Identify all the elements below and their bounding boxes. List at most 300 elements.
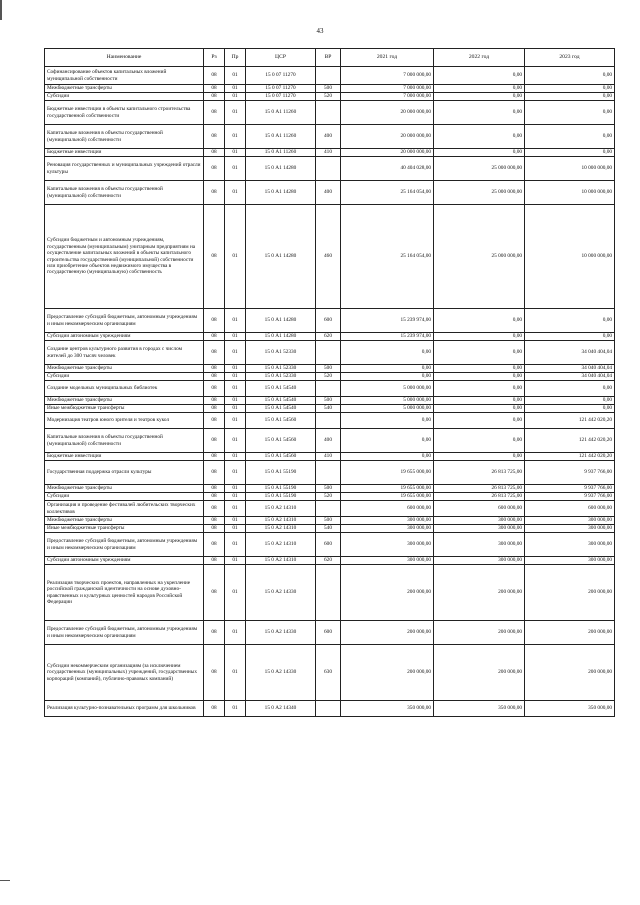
cell-csr: 15 0 А1 14280 xyxy=(246,309,316,333)
cell-2022: 300 000,00 xyxy=(434,517,525,525)
cell-2022: 300 000,00 xyxy=(434,525,525,533)
cell-vr xyxy=(316,101,341,125)
cell-vr xyxy=(316,413,341,429)
cell-name: Субсидии некоммерческим организациям (за исключением государственных (муниципальных) учреждений, государственных корпораций (компаний), публично-правовых компаний) xyxy=(45,645,204,701)
cell-2021: 200 000,00 xyxy=(341,645,434,701)
cell-pr: 01 xyxy=(225,533,246,557)
cell-name: Межбюджетные трансферты xyxy=(45,365,204,373)
cell-csr: 15 0 А2 14330 xyxy=(246,621,316,645)
cell-name: Реализация творческих проектов, направленных на укрепление российской гражданской идентичности на основе духовно-нравственных и культурных ценностей народов Российской Федерации xyxy=(45,565,204,621)
cell-2021: 20 000 000,00 xyxy=(341,149,434,157)
scan-edge-mark xyxy=(0,0,2,20)
cell-name: Капитальные вложения в объекты государственной (муниципальной) собственности xyxy=(45,181,204,205)
scan-edge-mark xyxy=(0,880,10,881)
cell-name: Бюджетные инвестиции xyxy=(45,149,204,157)
cell-csr: 15 0 А1 55190 xyxy=(246,485,316,493)
cell-2022: 600 000,00 xyxy=(434,501,525,517)
cell-csr: 15 0 А1 54540 xyxy=(246,381,316,397)
cell-name: Софинансирование объектов капитальных вложений муниципальной собственности xyxy=(45,67,204,85)
cell-rz: 08 xyxy=(204,517,225,525)
cell-rz: 08 xyxy=(204,501,225,517)
cell-pr: 01 xyxy=(225,181,246,205)
cell-2023: 0,00 xyxy=(525,85,615,93)
cell-vr: 500 xyxy=(316,397,341,405)
column-header-vr: ВР xyxy=(316,49,341,67)
cell-name: Межбюджетные трансферты xyxy=(45,517,204,525)
cell-2021: 0,00 xyxy=(341,341,434,365)
cell-2023: 10 000 000,00 xyxy=(525,205,615,309)
cell-2021: 15 239 974,00 xyxy=(341,333,434,341)
cell-2021: 19 655 000,00 xyxy=(341,485,434,493)
cell-2022: 0,00 xyxy=(434,149,525,157)
cell-name: Государственная поддержка отрасли культуры xyxy=(45,461,204,485)
cell-2021: 19 655 000,00 xyxy=(341,461,434,485)
cell-2022: 0,00 xyxy=(434,429,525,453)
table-row xyxy=(45,309,615,333)
cell-rz: 08 xyxy=(204,429,225,453)
cell-2021: 40 404 028,00 xyxy=(341,157,434,181)
cell-pr: 01 xyxy=(225,517,246,525)
cell-rz: 08 xyxy=(204,645,225,701)
cell-vr: 410 xyxy=(316,453,341,461)
table-row xyxy=(45,85,615,93)
cell-2023: 0,00 xyxy=(525,149,615,157)
cell-rz: 08 xyxy=(204,701,225,717)
cell-pr: 01 xyxy=(225,341,246,365)
cell-2023: 0,00 xyxy=(525,333,615,341)
cell-rz: 08 xyxy=(204,181,225,205)
cell-name: Бюджетные инвестиции xyxy=(45,453,204,461)
cell-pr: 01 xyxy=(225,381,246,397)
cell-vr: 400 xyxy=(316,181,341,205)
cell-rz: 08 xyxy=(204,341,225,365)
cell-2021: 200 000,00 xyxy=(341,565,434,621)
cell-vr: 500 xyxy=(316,517,341,525)
cell-csr: 15 0 А1 52330 xyxy=(246,373,316,381)
table-row xyxy=(45,373,615,381)
cell-rz: 08 xyxy=(204,565,225,621)
cell-2022: 25 000 000,00 xyxy=(434,157,525,181)
cell-pr: 01 xyxy=(225,565,246,621)
cell-pr: 01 xyxy=(225,93,246,101)
table-row xyxy=(45,397,615,405)
cell-2022: 200 000,00 xyxy=(434,645,525,701)
cell-pr: 01 xyxy=(225,501,246,517)
cell-rz: 08 xyxy=(204,205,225,309)
cell-csr: 15 0 07 11270 xyxy=(246,93,316,101)
cell-2022: 0,00 xyxy=(434,309,525,333)
cell-csr: 15 0 А1 54540 xyxy=(246,405,316,413)
cell-vr: 520 xyxy=(316,373,341,381)
cell-2021: 0,00 xyxy=(341,413,434,429)
table-row xyxy=(45,157,615,181)
column-header-csr: ЦСР xyxy=(246,49,316,67)
cell-vr xyxy=(316,341,341,365)
cell-2021: 7 000 000,00 xyxy=(341,93,434,101)
cell-vr xyxy=(316,461,341,485)
cell-2022: 0,00 xyxy=(434,333,525,341)
cell-vr: 540 xyxy=(316,405,341,413)
cell-csr: 15 0 А2 14310 xyxy=(246,501,316,517)
column-header-pr: Пр xyxy=(225,49,246,67)
cell-rz: 08 xyxy=(204,373,225,381)
cell-vr: 620 xyxy=(316,557,341,565)
cell-2022: 300 000,00 xyxy=(434,557,525,565)
cell-rz: 08 xyxy=(204,381,225,397)
cell-csr: 15 0 А1 14280 xyxy=(246,333,316,341)
cell-vr xyxy=(316,381,341,397)
cell-2022: 0,00 xyxy=(434,381,525,397)
cell-2022: 0,00 xyxy=(434,125,525,149)
table-row xyxy=(45,125,615,149)
cell-csr: 15 0 А2 14340 xyxy=(246,701,316,717)
cell-name: Иные межбюджетные трансферты xyxy=(45,405,204,413)
cell-2022: 0,00 xyxy=(434,93,525,101)
cell-2021: 7 000 000,00 xyxy=(341,85,434,93)
cell-2022: 0,00 xyxy=(434,405,525,413)
cell-2021: 200 000,00 xyxy=(341,621,434,645)
cell-rz: 08 xyxy=(204,67,225,85)
cell-csr: 15 0 А2 14310 xyxy=(246,533,316,557)
cell-rz: 08 xyxy=(204,157,225,181)
cell-2021: 20 000 000,00 xyxy=(341,101,434,125)
cell-name: Предоставление субсидий бюджетным, автономным учреждениям и иным некоммерческим организациям xyxy=(45,533,204,557)
cell-vr: 600 xyxy=(316,533,341,557)
table-row xyxy=(45,645,615,701)
cell-name: Создание модельных муниципальных библиотек xyxy=(45,381,204,397)
cell-rz: 08 xyxy=(204,557,225,565)
cell-2023: 121 442 020,20 xyxy=(525,413,615,429)
cell-pr: 01 xyxy=(225,309,246,333)
column-header-rz: Рз xyxy=(204,49,225,67)
cell-pr: 01 xyxy=(225,493,246,501)
cell-pr: 01 xyxy=(225,373,246,381)
cell-2022: 0,00 xyxy=(434,101,525,125)
cell-name: Бюджетные инвестиции в объекты капитального строительства государственной собственности xyxy=(45,101,204,125)
cell-2022: 25 000 000,00 xyxy=(434,205,525,309)
cell-pr: 01 xyxy=(225,701,246,717)
cell-csr: 15 0 А2 14310 xyxy=(246,517,316,525)
cell-pr: 01 xyxy=(225,557,246,565)
table-row xyxy=(45,93,615,101)
cell-rz: 08 xyxy=(204,533,225,557)
cell-2023: 600 000,00 xyxy=(525,501,615,517)
table-row xyxy=(45,557,615,565)
cell-name: Межбюджетные трансферты xyxy=(45,85,204,93)
cell-name: Реновация государственных и муниципальных учреждений отрасли культуры xyxy=(45,157,204,181)
table-row xyxy=(45,533,615,557)
cell-vr: 520 xyxy=(316,493,341,501)
cell-2022: 0,00 xyxy=(434,397,525,405)
cell-csr: 15 0 А1 54540 xyxy=(246,397,316,405)
cell-2022: 0,00 xyxy=(434,373,525,381)
cell-rz: 08 xyxy=(204,101,225,125)
table-row xyxy=(45,405,615,413)
table-row xyxy=(45,429,615,453)
cell-csr: 15 0 А1 52330 xyxy=(246,341,316,365)
cell-2023: 121 442 020,20 xyxy=(525,429,615,453)
cell-pr: 01 xyxy=(225,397,246,405)
table-row xyxy=(45,501,615,517)
cell-2023: 300 000,00 xyxy=(525,557,615,565)
cell-rz: 08 xyxy=(204,413,225,429)
cell-name: Модернизация театров юного зрителя и театров кукол xyxy=(45,413,204,429)
cell-csr: 15 0 А2 14330 xyxy=(246,565,316,621)
cell-vr: 500 xyxy=(316,365,341,373)
cell-vr xyxy=(316,157,341,181)
cell-rz: 08 xyxy=(204,93,225,101)
cell-2023: 200 000,00 xyxy=(525,645,615,701)
cell-vr xyxy=(316,501,341,517)
cell-vr: 620 xyxy=(316,333,341,341)
cell-csr: 15 0 А1 55190 xyxy=(246,461,316,485)
cell-rz: 08 xyxy=(204,397,225,405)
table-row xyxy=(45,493,615,501)
cell-csr: 15 0 А2 14310 xyxy=(246,557,316,565)
cell-name: Капитальные вложения в объекты государственной (муниципальной) собственности xyxy=(45,125,204,149)
cell-pr: 01 xyxy=(225,485,246,493)
cell-2022: 0,00 xyxy=(434,85,525,93)
cell-csr: 15 0 07 11270 xyxy=(246,85,316,93)
cell-vr: 500 xyxy=(316,485,341,493)
column-header-name: Наименование xyxy=(45,49,204,67)
cell-csr: 15 0 А1 54560 xyxy=(246,453,316,461)
column-header-2023: 2023 год xyxy=(525,49,615,67)
cell-rz: 08 xyxy=(204,85,225,93)
table-row xyxy=(45,517,615,525)
cell-csr: 15 0 А1 14280 xyxy=(246,205,316,309)
cell-name: Субсидии автономным учреждениям xyxy=(45,333,204,341)
table-row xyxy=(45,525,615,533)
cell-csr: 15 0 А2 14310 xyxy=(246,525,316,533)
cell-csr: 15 0 А1 54560 xyxy=(246,429,316,453)
table-row xyxy=(45,205,615,309)
table-row xyxy=(45,341,615,365)
cell-name: Субсидии бюджетным и автономным учреждениям, государственным (муниципальным) унитарным предприятиям на осуществление капитальных вложений в объекты капитального строительства государственной (муниципальной) собственности или приобретение объектов недвижимого имущества в государственную (муниципальную) собственность xyxy=(45,205,204,309)
table-row xyxy=(45,461,615,485)
cell-csr: 15 0 А1 52330 xyxy=(246,365,316,373)
cell-2021: 300 000,00 xyxy=(341,557,434,565)
cell-csr: 15 0 А1 54560 xyxy=(246,413,316,429)
cell-pr: 01 xyxy=(225,125,246,149)
cell-2023: 200 000,00 xyxy=(525,565,615,621)
cell-pr: 01 xyxy=(225,429,246,453)
cell-name: Субсидии автономным учреждениям xyxy=(45,557,204,565)
cell-rz: 08 xyxy=(204,309,225,333)
cell-2021: 25 164 054,00 xyxy=(341,181,434,205)
cell-2023: 0,00 xyxy=(525,397,615,405)
cell-rz: 08 xyxy=(204,461,225,485)
column-header-2022: 2022 год xyxy=(434,49,525,67)
cell-2021: 600 000,00 xyxy=(341,501,434,517)
cell-2021: 0,00 xyxy=(341,453,434,461)
cell-name: Реализация культурно-познавательных программ для школьников xyxy=(45,701,204,717)
cell-rz: 08 xyxy=(204,333,225,341)
cell-2023: 300 000,00 xyxy=(525,533,615,557)
cell-csr: 15 0 А1 11260 xyxy=(246,101,316,125)
table-row xyxy=(45,67,615,85)
cell-name: Предоставление субсидий бюджетным, автономным учреждениям и иным некоммерческим организациям xyxy=(45,621,204,645)
cell-2021: 19 655 000,00 xyxy=(341,493,434,501)
cell-2023: 300 000,00 xyxy=(525,525,615,533)
cell-vr: 500 xyxy=(316,85,341,93)
cell-pr: 01 xyxy=(225,101,246,125)
cell-pr: 01 xyxy=(225,333,246,341)
cell-pr: 01 xyxy=(225,525,246,533)
cell-2021: 0,00 xyxy=(341,373,434,381)
cell-2023: 34 040 404,04 xyxy=(525,341,615,365)
column-header-2021: 2021 год xyxy=(341,49,434,67)
cell-name: Организация и проведение фестивалей любительских творческих коллективов xyxy=(45,501,204,517)
cell-vr: 600 xyxy=(316,621,341,645)
cell-2022: 200 000,00 xyxy=(434,621,525,645)
table-row xyxy=(45,149,615,157)
table-row xyxy=(45,701,615,717)
cell-2022: 300 000,00 xyxy=(434,533,525,557)
cell-vr xyxy=(316,67,341,85)
cell-pr: 01 xyxy=(225,405,246,413)
cell-2021: 300 000,00 xyxy=(341,533,434,557)
cell-pr: 01 xyxy=(225,67,246,85)
cell-rz: 08 xyxy=(204,149,225,157)
cell-pr: 01 xyxy=(225,149,246,157)
cell-vr xyxy=(316,565,341,621)
cell-2021: 20 000 000,00 xyxy=(341,125,434,149)
cell-2022: 0,00 xyxy=(434,341,525,365)
cell-2021: 0,00 xyxy=(341,429,434,453)
cell-2023: 34 040 404,04 xyxy=(525,365,615,373)
table-row xyxy=(45,333,615,341)
cell-name: Капитальные вложения в объекты государственной (муниципальной) собственности xyxy=(45,429,204,453)
cell-2023: 9 937 766,00 xyxy=(525,485,615,493)
cell-csr: 15 0 А1 11260 xyxy=(246,149,316,157)
cell-name: Предоставление субсидий бюджетным, автономным учреждениям и иным некоммерческим организациям xyxy=(45,309,204,333)
cell-2022: 200 000,00 xyxy=(434,565,525,621)
cell-pr: 01 xyxy=(225,621,246,645)
cell-2023: 0,00 xyxy=(525,101,615,125)
cell-name: Субсидии xyxy=(45,493,204,501)
cell-2022: 26 813 725,00 xyxy=(434,493,525,501)
table-row xyxy=(45,413,615,429)
cell-pr: 01 xyxy=(225,85,246,93)
cell-2023: 121 442 020,20 xyxy=(525,453,615,461)
cell-rz: 08 xyxy=(204,365,225,373)
cell-name: Межбюджетные трансферты xyxy=(45,485,204,493)
cell-2023: 350 000,00 xyxy=(525,701,615,717)
cell-csr: 15 0 А1 11260 xyxy=(246,125,316,149)
table-row xyxy=(45,621,615,645)
cell-2021: 5 000 000,00 xyxy=(341,397,434,405)
cell-2022: 26 813 725,00 xyxy=(434,461,525,485)
cell-2022: 0,00 xyxy=(434,453,525,461)
cell-2021: 5 000 000,00 xyxy=(341,405,434,413)
cell-rz: 08 xyxy=(204,493,225,501)
table-row xyxy=(45,453,615,461)
table-row xyxy=(45,485,615,493)
cell-pr: 01 xyxy=(225,157,246,181)
cell-2023: 0,00 xyxy=(525,309,615,333)
cell-2021: 5 000 000,00 xyxy=(341,381,434,397)
cell-vr: 600 xyxy=(316,309,341,333)
cell-pr: 01 xyxy=(225,461,246,485)
table-row xyxy=(45,101,615,125)
cell-rz: 08 xyxy=(204,125,225,149)
cell-2023: 0,00 xyxy=(525,67,615,85)
cell-pr: 01 xyxy=(225,205,246,309)
cell-2022: 25 000 000,00 xyxy=(434,181,525,205)
cell-2021: 0,00 xyxy=(341,365,434,373)
cell-vr: 400 xyxy=(316,429,341,453)
cell-csr: 15 0 07 11270 xyxy=(246,67,316,85)
cell-2023: 10 000 000,00 xyxy=(525,181,615,205)
cell-vr: 410 xyxy=(316,149,341,157)
cell-name: Субсидии xyxy=(45,93,204,101)
table-row xyxy=(45,181,615,205)
cell-name: Создание центров культурного развития в городах с числом жителей до 300 тысяч человек xyxy=(45,341,204,365)
cell-2022: 0,00 xyxy=(434,413,525,429)
cell-rz: 08 xyxy=(204,405,225,413)
cell-2022: 0,00 xyxy=(434,67,525,85)
cell-2023: 9 937 766,00 xyxy=(525,461,615,485)
cell-rz: 08 xyxy=(204,525,225,533)
cell-csr: 15 0 А1 14280 xyxy=(246,157,316,181)
cell-vr: 630 xyxy=(316,645,341,701)
cell-vr: 460 xyxy=(316,205,341,309)
cell-2023: 300 000,00 xyxy=(525,517,615,525)
cell-pr: 01 xyxy=(225,453,246,461)
cell-vr: 540 xyxy=(316,525,341,533)
cell-2023: 0,00 xyxy=(525,93,615,101)
cell-2023: 0,00 xyxy=(525,405,615,413)
cell-2023: 10 000 000,00 xyxy=(525,157,615,181)
cell-csr: 15 0 А1 14280 xyxy=(246,181,316,205)
cell-csr: 15 0 А1 55190 xyxy=(246,493,316,501)
page-number: 43 xyxy=(316,27,324,35)
cell-2021: 300 000,00 xyxy=(341,517,434,525)
cell-2021: 7 000 000,00 xyxy=(341,67,434,85)
table-row xyxy=(45,565,615,621)
cell-vr xyxy=(316,701,341,717)
cell-2023: 34 040 404,04 xyxy=(525,373,615,381)
cell-vr: 400 xyxy=(316,125,341,149)
cell-2023: 9 937 766,00 xyxy=(525,493,615,501)
cell-csr: 15 0 А2 14330 xyxy=(246,645,316,701)
cell-name: Субсидии xyxy=(45,373,204,381)
cell-pr: 01 xyxy=(225,645,246,701)
cell-2023: 200 000,00 xyxy=(525,621,615,645)
cell-2021: 25 164 054,00 xyxy=(341,205,434,309)
cell-2023: 0,00 xyxy=(525,125,615,149)
cell-name: Межбюджетные трансферты xyxy=(45,397,204,405)
cell-2021: 350 000,00 xyxy=(341,701,434,717)
cell-2022: 0,00 xyxy=(434,365,525,373)
cell-pr: 01 xyxy=(225,365,246,373)
table-header-row xyxy=(45,49,615,67)
cell-rz: 08 xyxy=(204,453,225,461)
cell-2022: 350 000,00 xyxy=(434,701,525,717)
budget-table xyxy=(44,48,615,717)
cell-vr: 520 xyxy=(316,93,341,101)
cell-2022: 26 813 725,00 xyxy=(434,485,525,493)
cell-pr: 01 xyxy=(225,413,246,429)
cell-rz: 08 xyxy=(204,485,225,493)
cell-name: Иные межбюджетные трансферты xyxy=(45,525,204,533)
table-row xyxy=(45,381,615,397)
cell-2023: 0,00 xyxy=(525,381,615,397)
cell-2021: 300 000,00 xyxy=(341,525,434,533)
table-row xyxy=(45,365,615,373)
cell-2021: 15 239 974,00 xyxy=(341,309,434,333)
